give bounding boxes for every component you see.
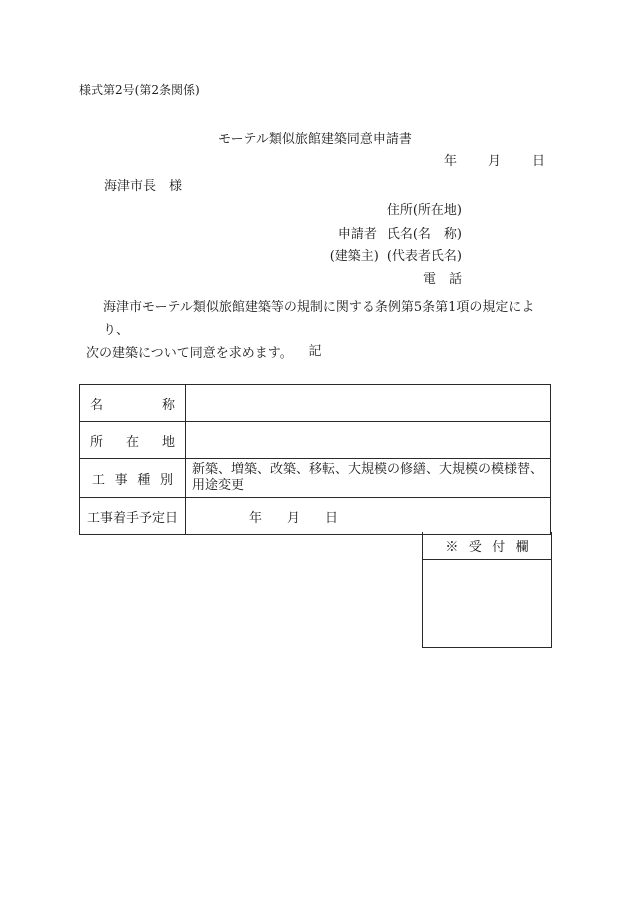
start-date-value-cell[interactable] <box>186 498 551 535</box>
name-label-char-2: 称 <box>161 397 175 413</box>
table-row-name <box>80 385 551 422</box>
form-number-label: 様式第2号(第2条関係) <box>79 83 200 97</box>
application-date <box>444 155 545 168</box>
receipt-label: ※受付欄 <box>445 540 539 555</box>
receipt-box <box>422 532 552 648</box>
table-row-location <box>80 422 551 459</box>
location-label-char-1: 所 <box>90 434 104 450</box>
start-date-label-cell <box>80 498 186 535</box>
name-label-char-1: 名 <box>90 397 104 413</box>
start-date-month: 月 <box>287 510 301 526</box>
table-row-start-date <box>80 498 551 535</box>
location-label-char-3: 地 <box>161 434 175 450</box>
ki-heading: 記 <box>308 344 322 359</box>
request-line-1: 海津市モーテル類似旅館建築等の規制に関する条例第5条第1項の規定により、 <box>103 300 535 338</box>
builder-label: (建築主) <box>329 249 379 264</box>
addressee: 海津市長 様 <box>104 179 183 194</box>
phone-label: 電 話 <box>422 272 462 287</box>
date-month: 月 <box>488 154 502 169</box>
location-label-char-2: 在 <box>125 434 139 450</box>
location-label-cell <box>80 422 186 459</box>
applicant-phone-row <box>0 273 462 286</box>
start-date-year: 年 <box>249 510 263 526</box>
document-title: モーテル類似旅館建築同意申請書 <box>218 132 412 147</box>
start-date-value <box>186 507 550 526</box>
type-label-char-3: 種 <box>137 472 151 488</box>
applicant-name-row <box>0 228 462 241</box>
type-label-char-2: 事 <box>114 472 128 488</box>
type-label-char-1: 工 <box>92 472 106 488</box>
start-date-label: 工事着手予定日 <box>86 510 178 526</box>
construction-type-value-cell[interactable] <box>186 459 551 498</box>
type-label-char-4: 別 <box>159 472 173 488</box>
application-table <box>79 384 551 535</box>
receipt-header <box>423 532 551 560</box>
construction-type-label-cell <box>80 459 186 498</box>
representative-label: (代表者氏名) <box>386 249 462 264</box>
date-year: 年 <box>444 154 458 169</box>
name-label-cell <box>80 385 186 422</box>
applicant-representative-row <box>0 250 462 263</box>
construction-type-options: 新築、増築、改築、移転、大規模の修繕、大規模の模様替、用途変更 <box>192 462 544 493</box>
request-line-2: 次の建築について同意を求めます。 <box>86 346 293 361</box>
name-value-cell[interactable] <box>186 385 551 422</box>
location-value-cell[interactable] <box>186 422 551 459</box>
address-label: 住所(所在地) <box>386 203 462 218</box>
applicant-address-row <box>0 204 462 217</box>
applicant-label: 申請者 <box>337 227 377 242</box>
start-date-day: 日 <box>325 510 339 526</box>
name-label: 氏名(名 称) <box>386 227 462 242</box>
date-day: 日 <box>532 154 546 169</box>
table-row-construction-type <box>80 459 551 498</box>
